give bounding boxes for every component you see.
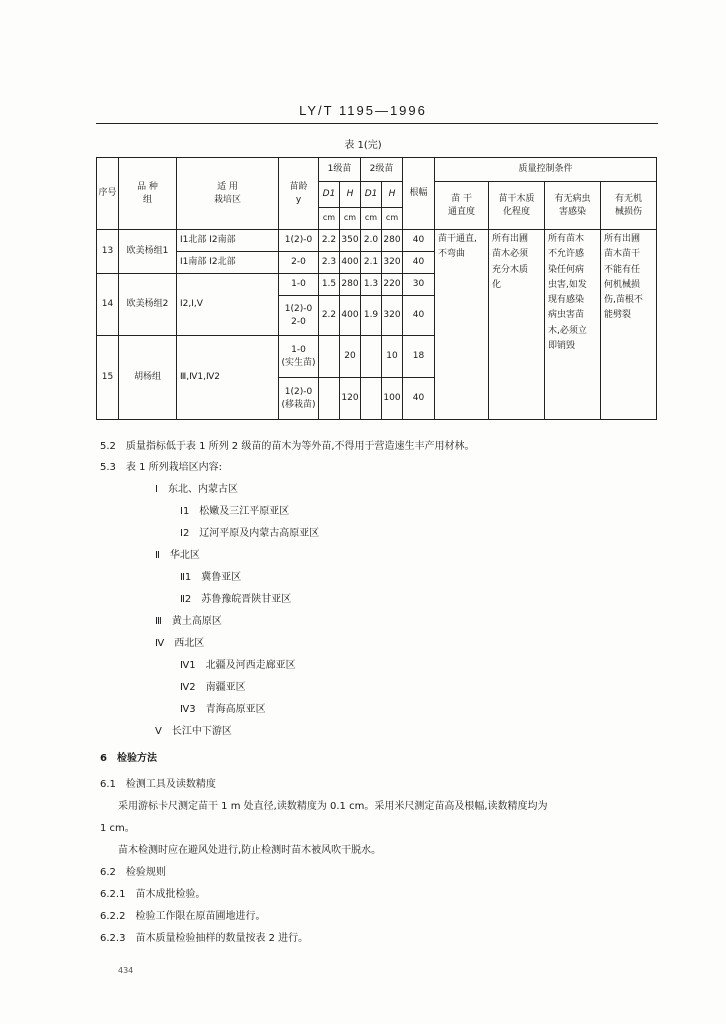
cell-g1-h: 350 [340,230,361,252]
header-g1-d: D1 [319,182,340,208]
header-rule [96,123,658,124]
section-6-2-2: 6.2.2 检验工作限在原苗圃地进行。 [100,911,266,922]
cell-g2-h: 100 [382,378,403,420]
page-number: 434 [118,966,134,975]
cell-g1-d: 2.2 [319,230,340,252]
cell-g1-d: 2.3 [319,252,340,274]
cell-age: 1-0 [279,274,319,296]
cell-g2-h: 320 [382,296,403,336]
cell-region: Ⅰ2,Ⅰ,Ⅴ [177,274,279,336]
cell-variety: 胡杨组 [119,336,177,420]
cell-g2-d: 1.3 [361,274,382,296]
header-q1: 苗 干 通直度 [435,182,489,230]
cell-age: 1(2)-0 (移栽苗) [279,378,319,420]
cell-age: 2-0 [279,252,319,274]
header-age: 苗龄 y [279,158,319,230]
header-quality: 质量控制条件 [435,158,657,182]
cell-g2-h: 280 [382,230,403,252]
paragraph-6-1-c: 苗木检测时应在避风处进行,防止检测时苗木被风吹干脱水。 [118,845,382,856]
cell-quality-pests: 所有苗木 不允许感 染任何病 虫害,如发 现有感染 病虫害苗 木,必须立 即销毁 [545,230,601,420]
cell-age: 1-0 (实生苗) [279,336,319,378]
table-caption: 表 1(完) [344,140,382,151]
section-6-heading: 6 检验方法 [100,753,157,764]
cell-root: 40 [403,230,435,252]
cell-variety: 欧美杨组1 [119,230,177,274]
cell-root: 18 [403,336,435,378]
paragraph-5-3: 5.3 表 1 所列栽培区内容: [100,462,222,473]
cell-root: 40 [403,296,435,336]
cell-quality-straightness: 苗干通直, 不弯曲 [435,230,489,420]
cell-g2-d: 2.0 [361,230,382,252]
cell-g2-d [361,336,382,378]
cell-g1-h: 20 [340,336,361,378]
region-item: Ⅰ2 辽河平原及内蒙古高原亚区 [180,528,320,539]
header-unit: cm [340,208,361,230]
cell-age: 1(2)-0 2-0 [279,296,319,336]
header-region: 适 用 栽培区 [177,158,279,230]
paragraph-6-1-b: 1 cm。 [100,823,135,834]
cell-g2-h: 320 [382,252,403,274]
header-root: 根幅 [403,158,435,230]
cell-root: 30 [403,274,435,296]
header-grade2: 2级苗 [361,158,403,182]
table-row [97,230,657,252]
header-unit: cm [382,208,403,230]
region-item: Ⅴ 长江中下游区 [155,726,232,737]
cell-region: Ⅰ1南部 Ⅰ2北部 [177,252,279,274]
cell-g1-d [319,378,340,420]
region-item: Ⅱ 华北区 [155,550,200,561]
cell-seq: 14 [97,274,119,336]
standard-number: LY/T 1195—1996 [299,103,427,118]
section-6-2-1: 6.2.1 苗木成批检验。 [100,889,206,900]
cell-g2-d [361,378,382,420]
region-item: Ⅰ1 松嫩及三江平原亚区 [180,506,290,517]
cell-g1-h: 280 [340,274,361,296]
header-unit: cm [319,208,340,230]
cell-g1-h: 120 [340,378,361,420]
cell-root: 40 [403,252,435,274]
header-variety: 品 种 组 [119,158,177,230]
section-6-1-heading: 6.1 检测工具及读数精度 [100,779,216,790]
region-item: Ⅰ 东北、内蒙古区 [155,484,238,495]
cell-root: 40 [403,378,435,420]
cell-seq: 15 [97,336,119,420]
header-q3: 有无病虫 害感染 [545,182,601,230]
cell-quality-lignification: 所有出圃 苗木必须 充分木质 化 [489,230,545,420]
region-item: Ⅱ1 冀鲁亚区 [180,572,242,583]
seedling-quality-table [96,157,657,420]
region-item: Ⅳ 西北区 [155,638,205,649]
header-g1-h: H [340,182,361,208]
cell-seq: 13 [97,230,119,274]
cell-g2-h: 10 [382,336,403,378]
cell-quality-damage: 所有出圃 苗木苗干 不能有任 何机械损 伤,苗根不 能劈裂 [601,230,657,420]
cell-g1-d: 1.5 [319,274,340,296]
region-item: Ⅳ3 青海高原亚区 [180,704,266,715]
section-6-2-3: 6.2.3 苗木质量检验抽样的数量按表 2 进行。 [100,933,309,944]
paragraph-5-2: 5.2 质量指标低于表 1 所列 2 级苗的苗木为等外苗,不得用于营造速生丰产用材林。 [100,441,475,452]
cell-region: Ⅰ1北部 Ⅰ2南部 [177,230,279,252]
header-g2-h: H [382,182,403,208]
paragraph-6-1-a: 采用游标卡尺测定苗干 1 m 处直径,读数精度为 0.1 cm。采用米尺测定苗高及根幅,读数精度均为 [118,801,548,812]
region-item: Ⅱ2 苏鲁豫皖晋陕甘亚区 [180,594,292,605]
cell-g1-h: 400 [340,252,361,274]
cell-region: Ⅲ,Ⅳ1,Ⅳ2 [177,336,279,420]
cell-g2-d: 1.9 [361,296,382,336]
region-item: Ⅳ2 南疆亚区 [180,682,246,693]
header-q2: 苗干木质 化程度 [489,182,545,230]
cell-g2-h: 220 [382,274,403,296]
header-q4: 有无机 械损伤 [601,182,657,230]
section-6-2-heading: 6.2 检验规则 [100,867,166,878]
header-unit: cm [361,208,382,230]
cell-g1-d: 2.2 [319,296,340,336]
cell-g1-h: 400 [340,296,361,336]
region-item: Ⅲ 黄土高原区 [155,616,222,627]
cell-g1-d [319,336,340,378]
cell-g2-d: 2.1 [361,252,382,274]
cell-variety: 欧美杨组2 [119,274,177,336]
region-item: Ⅳ1 北疆及河西走廊亚区 [180,660,296,671]
header-seq: 序号 [97,158,119,230]
cell-age: 1(2)-0 [279,230,319,252]
header-g2-d: D1 [361,182,382,208]
header-grade1: 1级苗 [319,158,361,182]
